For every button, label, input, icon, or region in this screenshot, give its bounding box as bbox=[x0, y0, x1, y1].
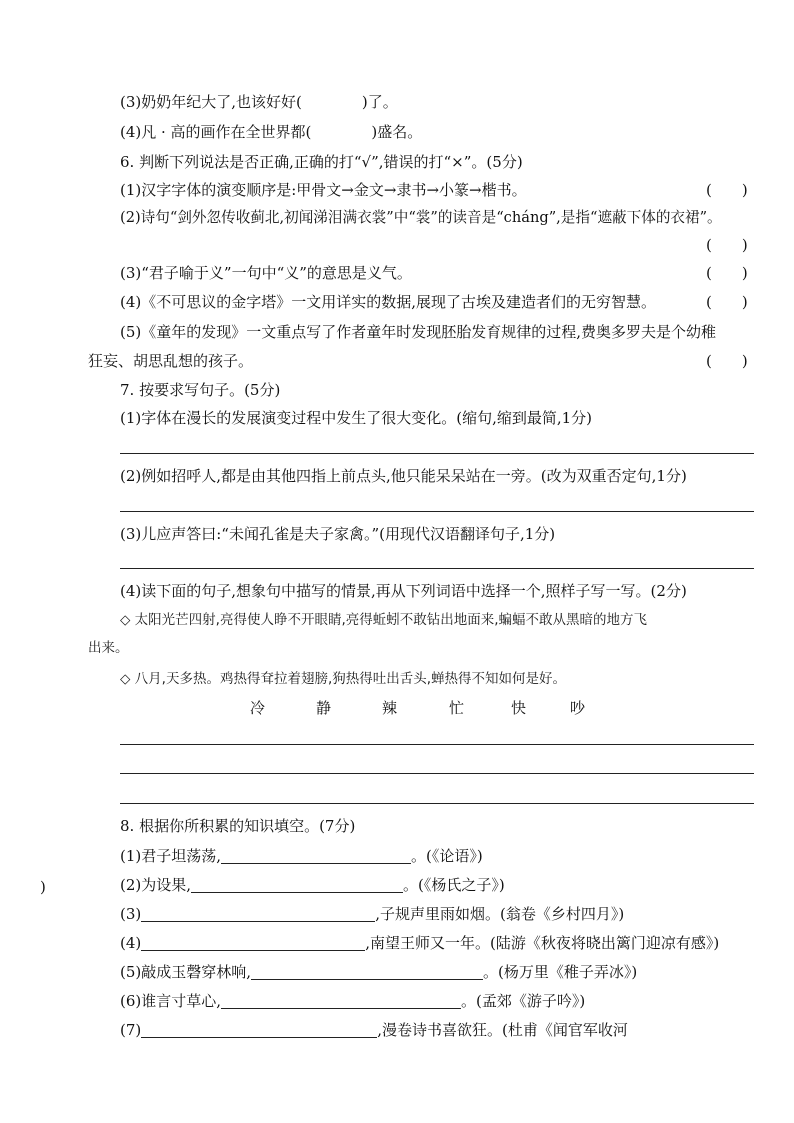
q8-blank-1[interactable] bbox=[221, 847, 411, 864]
q8-heading: 8. 根据你所积累的知识填空。(7分) bbox=[120, 817, 356, 835]
q7-writing-line-1[interactable] bbox=[120, 744, 754, 745]
q8-item-2 bbox=[120, 875, 505, 895]
q6-answer-paren-4[interactable]: ( ) bbox=[706, 293, 748, 311]
q5-item-4: (4)凡 · 高的画作在全世界都( )盛名。 bbox=[120, 123, 423, 141]
q8-item-6-suffix: 。(孟郊《游子吟》) bbox=[461, 992, 586, 1010]
q7-answer-line-1[interactable] bbox=[120, 453, 754, 454]
q8-item-7-suffix: ,漫卷诗书喜欲狂。(杜甫《闻官军收河 bbox=[377, 1021, 628, 1039]
q8-item-2-suffix: 。(《杨氏之子》) bbox=[403, 876, 505, 894]
q8-item-5-prefix: (5)敲成玉磬穿林响, bbox=[120, 963, 252, 981]
q7-item-2: (2)例如招呼人,都是由其他四指上前点头,他只能呆呆站在一旁。(改为双重否定句,1分) bbox=[120, 467, 687, 485]
q8-item-6 bbox=[120, 991, 585, 1011]
q7-writing-line-3[interactable] bbox=[120, 803, 754, 804]
q6-answer-paren-1[interactable]: ( ) bbox=[706, 181, 748, 199]
q8-item-1 bbox=[120, 846, 483, 866]
word-choice[interactable]: 吵 bbox=[570, 699, 586, 717]
q6-item-2: (2)诗句“剑外忽传收蓟北,初闻涕泪满衣裳”中“裳”的读音是“cháng”,是指“遮蔽下体的衣裙”。 bbox=[120, 209, 722, 226]
q8-item-5 bbox=[120, 962, 637, 982]
q6-heading: 6. 判断下列说法是否正确,正确的打“√”,错误的打“×”。(5分) bbox=[120, 153, 523, 171]
q7-writing-line-2[interactable] bbox=[120, 773, 754, 774]
q8-item-3-prefix: (3) bbox=[120, 905, 142, 923]
q7-item-4: (4)读下面的句子,想象句中描写的情景,再从下列词语中选择一个,照样子写一写。(2分) bbox=[120, 582, 687, 600]
word-choice[interactable]: 快 bbox=[511, 699, 527, 717]
q6-item-4: (4)《不可思议的金字塔》一文用详实的数据,展现了古埃及建造者们的无穷智慧。 bbox=[120, 293, 657, 311]
q7-heading: 7. 按要求写句子。(5分) bbox=[120, 381, 281, 399]
q6-answer-paren-5[interactable]: ( ) bbox=[706, 352, 748, 370]
q8-item-3-suffix: ,子规声里雨如烟。(翁卷《乡村四月》) bbox=[375, 905, 625, 923]
q7-example-1-cont: 出来。 bbox=[88, 640, 129, 656]
q7-answer-line-3[interactable] bbox=[120, 568, 754, 569]
q7-item-1: (1)字体在漫长的发展演变过程中发生了很大变化。(缩句,缩到最简,1分) bbox=[120, 409, 593, 427]
q8-item-1-prefix: (1)君子坦荡荡, bbox=[120, 847, 222, 865]
q8-blank-3[interactable] bbox=[141, 905, 375, 922]
q8-item-1-suffix: 。(《论语》) bbox=[411, 847, 483, 865]
q8-item-7-prefix: (7) bbox=[120, 1021, 142, 1039]
q8-blank-4[interactable] bbox=[141, 934, 365, 951]
q8-blank-5[interactable] bbox=[251, 963, 483, 980]
q8-item-7 bbox=[120, 1020, 628, 1040]
q8-item-5-suffix: 。(杨万里《稚子弄冰》) bbox=[483, 963, 638, 981]
q8-blank-6[interactable] bbox=[221, 992, 461, 1009]
q8-item-2-prefix: (2)为设果, bbox=[120, 876, 192, 894]
q6-answer-paren-2[interactable]: ( ) bbox=[706, 236, 748, 254]
q6-answer-paren-3[interactable]: ( ) bbox=[706, 264, 748, 282]
q8-blank-2[interactable] bbox=[191, 876, 403, 893]
q7-example-1: ◇ 太阳光芒四射,亮得使人睁不开眼睛,亮得蚯蚓不敢钻出地面来,蝙蝠不敢从黑暗的地方飞 bbox=[120, 612, 648, 628]
q6-item-1: (1)汉字字体的演变顺序是:甲骨文→金文→隶书→小篆→楷书。 bbox=[120, 181, 527, 199]
q8-item-4-suffix: ,南望王师又一年。(陆游《秋夜将晓出篱门迎凉有感》) bbox=[365, 934, 720, 952]
q8-item-6-prefix: (6)谁言寸草心, bbox=[120, 992, 222, 1010]
q8-item-3 bbox=[120, 904, 624, 924]
q7-answer-line-2[interactable] bbox=[120, 511, 754, 512]
word-choice[interactable]: 冷 bbox=[250, 699, 266, 717]
q6-item-5: (5)《童年的发现》一文重点写了作者童年时发现胚胎发育规律的过程,费奥多罗夫是个幼稚 bbox=[120, 323, 717, 341]
q7-item-3: (3)儿应声答曰:“未闻孔雀是夫子家禽。”(用现代汉语翻译句子,1分) bbox=[120, 525, 556, 543]
word-choice[interactable]: 静 bbox=[316, 699, 332, 717]
margin-bracket-mark: ) bbox=[40, 878, 46, 896]
word-choice[interactable]: 忙 bbox=[449, 699, 465, 717]
q8-item-4-prefix: (4) bbox=[120, 934, 142, 952]
q5-item-3: (3)奶奶年纪大了,也该好好( )了。 bbox=[120, 93, 398, 111]
q7-example-2: ◇ 八月,天多热。鸡热得耷拉着翅膀,狗热得吐出舌头,蝉热得不知如何是好。 bbox=[120, 671, 567, 687]
word-choice[interactable]: 辣 bbox=[382, 699, 398, 717]
q8-item-4 bbox=[120, 933, 719, 953]
q6-item-3: (3)“君子喻于义”一句中“义”的意思是义气。 bbox=[120, 264, 412, 282]
q6-item-5-cont: 狂妄、胡思乱想的孩子。 bbox=[88, 352, 254, 370]
q8-blank-7[interactable] bbox=[141, 1021, 377, 1038]
